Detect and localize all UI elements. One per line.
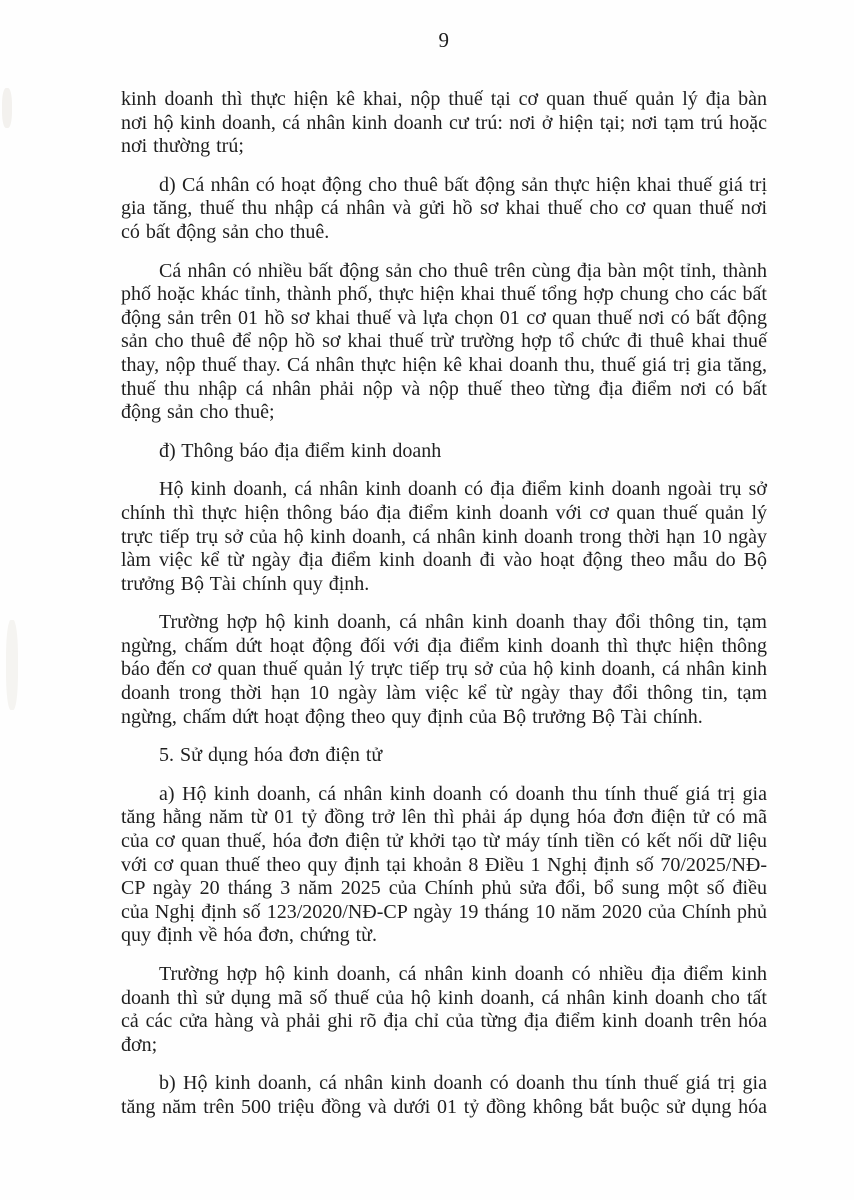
paragraph: b) Hộ kinh doanh, cá nhân kinh doanh có doanh thu tính thuế giá trị gia tăng năm trên 500 triệu đồng và dưới 01 tỷ đồng không bắt buộc sử dụng hóa bbox=[121, 1072, 767, 1118]
paragraph: Trường hợp hộ kinh doanh, cá nhân kinh doanh thay đổi thông tin, tạm ngừng, chấm dứt hoạt động đối với địa điểm kinh doanh thì thực hiện thông báo đến cơ quan thuế quản lý trực tiếp trụ sở của hộ kinh doanh, cá nhân kinh doanh trong thời hạn 10 ngày làm việc kể từ ngày thay đổi thông tin, tạm ngừng, chấm dứt hoạt động theo quy định của Bộ trưởng Bộ Tài chính. bbox=[121, 611, 767, 728]
scan-smudge bbox=[2, 88, 12, 128]
scan-smudge bbox=[6, 620, 18, 710]
paragraph: Cá nhân có nhiều bất động sản cho thuê trên cùng địa bàn một tỉnh, thành phố hoặc khác tỉnh, thành phố, thực hiện khai thuế tổng hợp chung cho các bất động sản trên 01 hồ sơ khai thuế và lựa chọn 01 cơ quan thuế nơi có bất động sản cho thuê để nộp hồ sơ khai thuế trừ trường hợp tổ chức đi thuê khai thuế thay, nộp thuế thay. Cá nhân thực hiện kê khai doanh thu, thuế giá trị gia tăng, thuế thu nhập cá nhân phải nộp và nộp thuế theo từng địa điểm nơi có bất động sản cho thuê; bbox=[121, 259, 767, 424]
document-body bbox=[121, 88, 767, 1120]
paragraph: 5. Sử dụng hóa đơn điện tử bbox=[159, 744, 383, 767]
page-number: 9 bbox=[438, 28, 450, 52]
paragraph: Hộ kinh doanh, cá nhân kinh doanh có địa điểm kinh doanh ngoài trụ sở chính thì thực hiện thông báo địa điểm kinh doanh với cơ quan thuế quản lý trực tiếp trụ sở của hộ kinh doanh, cá nhân kinh doanh trong thời hạn 10 ngày làm việc kể từ ngày địa điểm kinh doanh đi vào hoạt động theo mẫu do Bộ trưởng Bộ Tài chính quy định. bbox=[121, 478, 767, 595]
paragraph: kinh doanh thì thực hiện kê khai, nộp thuế tại cơ quan thuế quản lý địa bàn nơi hộ kinh doanh, cá nhân kinh doanh cư trú: nơi ở hiện tại; nơi tạm trú hoặc nơi thường trú; bbox=[121, 88, 767, 158]
paragraph: a) Hộ kinh doanh, cá nhân kinh doanh có doanh thu tính thuế giá trị gia tăng hằng năm từ 01 tỷ đồng trở lên thì phải áp dụng hóa đơn điện tử có mã của cơ quan thuế, hóa đơn điện tử khởi tạo từ máy tính tiền có kết nối dữ liệu với cơ quan thuế theo quy định tại khoản 8 Điều 1 Nghị định số 70/2025/NĐ-CP ngày 20 tháng 3 năm 2025 của Chính phủ sửa đổi, bổ sung một số điều của Nghị định số 123/2020/NĐ-CP ngày 19 tháng 10 năm 2020 của Chính phủ quy định về hóa đơn, chứng từ. bbox=[121, 782, 767, 947]
paragraph: d) Cá nhân có hoạt động cho thuê bất động sản thực hiện khai thuế giá trị gia tăng, thuế thu nhập cá nhân và gửi hồ sơ khai thuế cho cơ quan thuế nơi có bất động sản cho thuê. bbox=[121, 173, 767, 243]
paragraph: đ) Thông báo địa điểm kinh doanh bbox=[159, 439, 442, 462]
paragraph: Trường hợp hộ kinh doanh, cá nhân kinh doanh có nhiều địa điểm kinh doanh thì sử dụng mã số thuế của hộ kinh doanh, cá nhân kinh doanh cho tất cả các cửa hàng và phải ghi rõ địa chỉ của từng địa điểm kinh doanh trên hóa đơn; bbox=[121, 963, 767, 1056]
